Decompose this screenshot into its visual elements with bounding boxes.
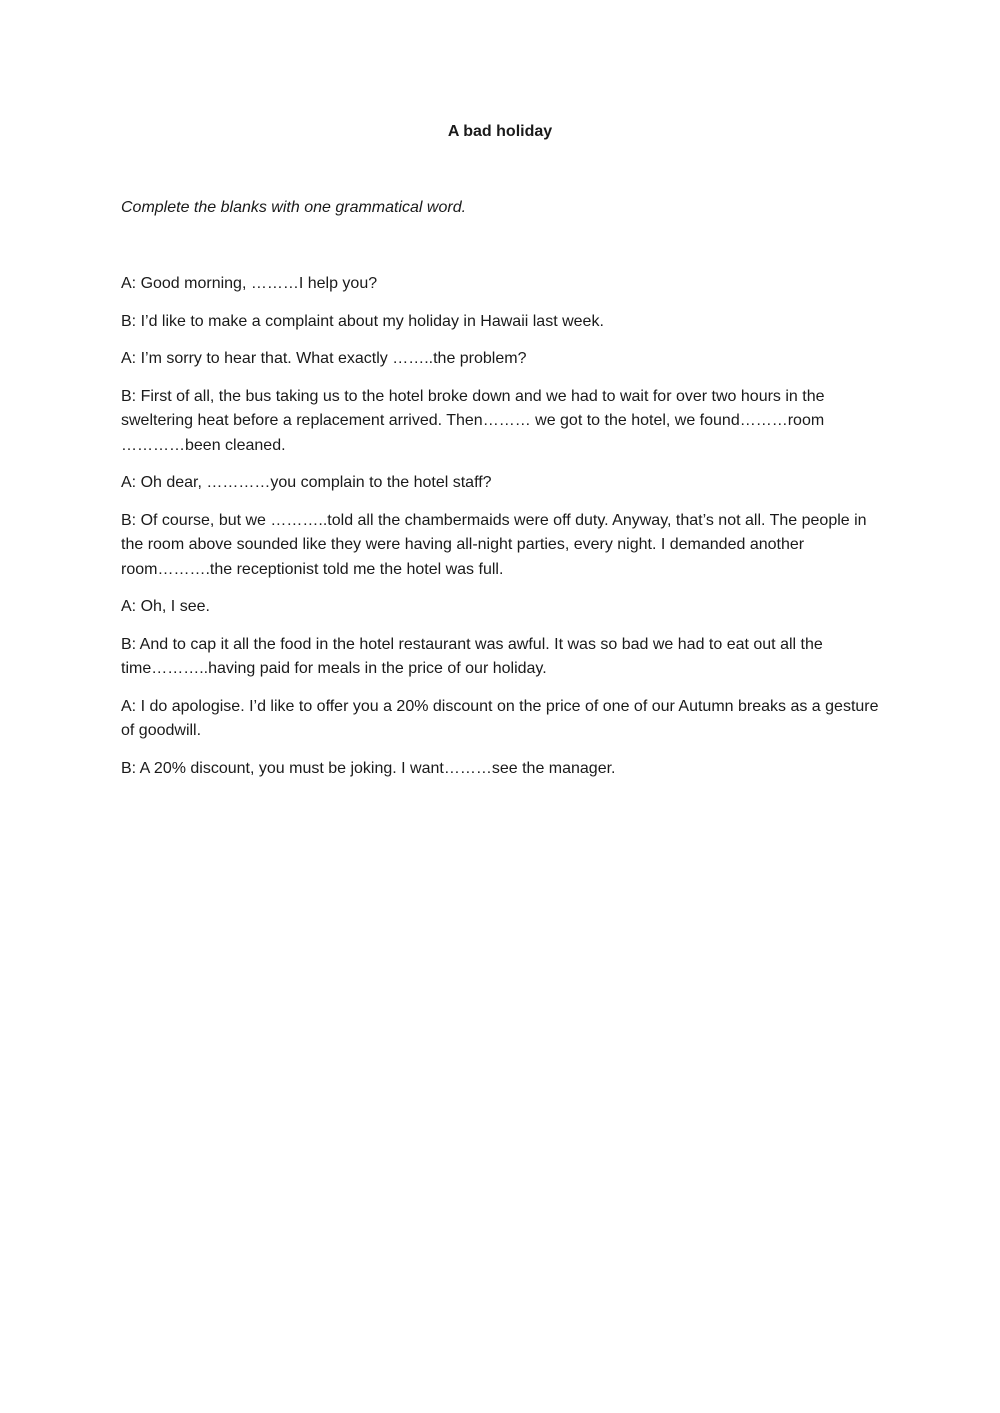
- dialogue-line: B: First of all, the bus taking us to the hotel broke down and we had to wait for over two hours in the sweltering heat before a replacement arrived. Then……… we got to the hotel, we found………room …………been cleaned.: [121, 387, 825, 454]
- dialogue-line: A: Oh, I see.: [121, 598, 210, 615]
- dialogue-line: B: I’d like to make a complaint about my holiday in Hawaii last week.: [121, 312, 604, 330]
- dialogue-line: A: Good morning, ………I help you?: [121, 275, 378, 292]
- dialogue-line: B: A 20% discount, you must be joking. I want………see the manager.: [121, 759, 616, 777]
- instruction-text: Complete the blanks with one grammatical word.: [121, 199, 467, 216]
- dialogue-line: B: Of course, but we ………..told all the chambermaids were off duty. Anyway, that’s not all. The people in the room above sounded like they were having all-night parties, every night. I demanded another room……….the receptionist told me the hotel was full.: [121, 511, 867, 578]
- dialogue: [121, 272, 881, 794]
- dialogue-line: A: I do apologise. I’d like to offer you a 20% discount on the price of one of our Autumn breaks as a gesture of goodwill.: [121, 697, 879, 739]
- dialogue-line: A: Oh dear, …………you complain to the hotel staff?: [121, 474, 492, 491]
- dialogue-line: A: I’m sorry to hear that. What exactly ……..the problem?: [121, 350, 527, 367]
- document-title: A bad holiday: [447, 123, 553, 140]
- dialogue-line: B: And to cap it all the food in the hotel restaurant was awful. It was so bad we had to eat out all the time………..having paid for meals in the price of our holiday.: [121, 635, 823, 677]
